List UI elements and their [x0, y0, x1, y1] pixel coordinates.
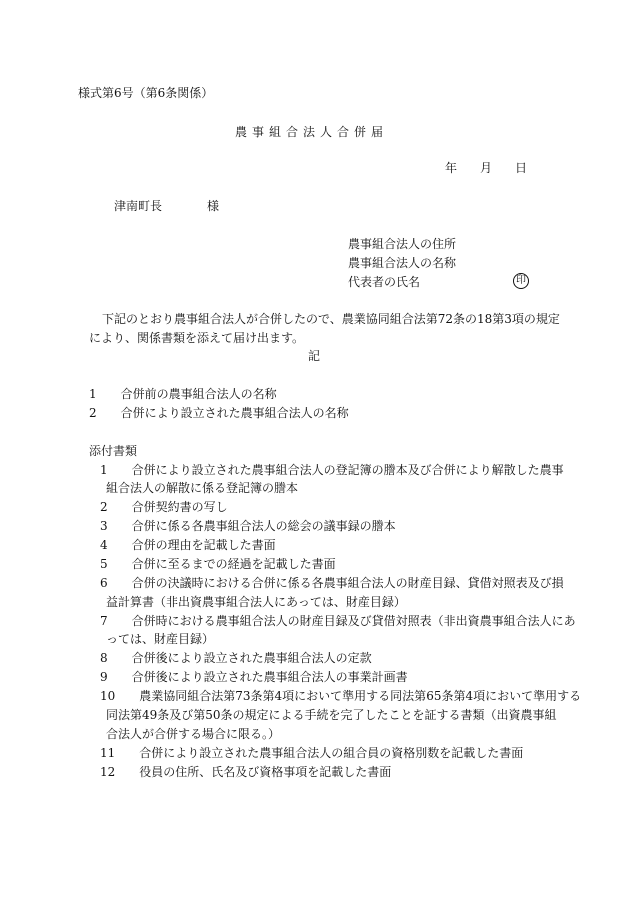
attachment-number: 2: [100, 500, 108, 514]
item-1: [89, 386, 277, 402]
body-text-line-2: により、関係書類を添えて届け出ます。: [89, 331, 305, 345]
attachment-number: 6: [100, 576, 108, 590]
attachment-number: 1: [100, 463, 108, 477]
item-text: 合併前の農事組合法人の名称: [120, 387, 277, 401]
item-text: 合併により設立された農事組合法人の名称: [120, 406, 349, 420]
item-number: 1: [89, 387, 97, 401]
item-2: [89, 405, 349, 421]
attachment-number: 11: [100, 746, 116, 760]
item-number: 2: [89, 406, 97, 420]
attachment-item-5: [100, 556, 336, 572]
attachment-item-1-cont: 組合法人の解散に係る登記簿の謄本: [106, 481, 299, 495]
attachment-item-10: [100, 688, 581, 704]
attachment-text: 農業協同組合法第73条第4項において準用する同法第65条第4項において準用する: [139, 689, 582, 703]
attachment-number: 12: [100, 765, 116, 779]
attachment-item-6-cont: 益計算書（非出資農事組合法人にあっては、財産目録）: [106, 595, 406, 609]
addressee-honorific: 様: [207, 199, 220, 213]
attachment-item-3: [100, 518, 396, 534]
attachment-item-9: [100, 669, 408, 685]
attachment-number: 3: [100, 519, 108, 533]
attachment-item-6: [100, 575, 564, 591]
attachment-item-4: [100, 537, 276, 553]
document-title: 農事組合法人合併届: [235, 125, 389, 139]
applicant-address-label: 農事組合法人の住所: [348, 237, 457, 251]
date-year: 年: [445, 161, 458, 175]
seal-mark: 印: [513, 273, 529, 289]
attachment-number: 7: [100, 614, 108, 628]
attachment-text: 合併の決議時における合併に係る各農事組合法人の財産目録、貸借対照表及び損: [131, 576, 564, 590]
date-month: 月: [480, 161, 493, 175]
attachment-text: 合併後により設立された農事組合法人の定款: [131, 651, 372, 665]
addressee-name: 津南町長: [114, 199, 163, 213]
attachment-text: 合併により設立された農事組合法人の登記簿の謄本及び合併により解散した農事: [131, 463, 564, 477]
attachments-heading: 添付書類: [89, 444, 138, 458]
attachment-item-7: [100, 613, 576, 629]
attachment-text: 合併後により設立された農事組合法人の事業計画書: [131, 670, 408, 684]
attachment-number: 10: [100, 689, 116, 703]
attachment-text: 役員の住所、氏名及び資格事項を記載した書面: [139, 765, 392, 779]
attachment-number: 5: [100, 557, 108, 571]
attachment-text: 合併に至るまでの経過を記載した書面: [131, 557, 336, 571]
attachment-item-10-cont-1: 同法第49条及び第50条の規定による手続を完了したことを証する書類（出資農事組: [106, 708, 557, 722]
form-number: 様式第6号（第6条関係）: [78, 86, 214, 100]
attachment-number: 4: [100, 538, 108, 552]
attachment-item-7-cont: っては、財産目録）: [106, 632, 215, 646]
attachment-text: 合併により設立された農事組合法人の組合員の資格別数を記載した書面: [139, 746, 524, 760]
attachment-text: 合併時における農事組合法人の財産目録及び貸借対照表（非出資農事組合法人にあ: [131, 614, 576, 628]
attachment-text: 合併契約書の写し: [131, 500, 228, 514]
date-day: 日: [515, 161, 528, 175]
attachment-item-8: [100, 650, 372, 666]
attachment-item-2: [100, 499, 228, 515]
representative-name-label: 代表者の氏名: [348, 275, 421, 289]
attachment-item-1: [100, 462, 564, 478]
attachment-item-11: [100, 745, 523, 761]
applicant-name-label: 農事組合法人の名称: [348, 256, 457, 270]
attachment-text: 合併に係る各農事組合法人の総会の議事録の謄本: [131, 519, 396, 533]
attachment-item-12: [100, 764, 391, 780]
attachment-text: 合併の理由を記載した書面: [131, 538, 276, 552]
attachment-number: 8: [100, 651, 108, 665]
body-text-line-1: 下記のとおり農事組合法人が合併したので、農業協同組合法第72条の18第3項の規定: [102, 312, 560, 326]
attachment-number: 9: [100, 670, 108, 684]
attachment-item-10-cont-2: 合法人が合併する場合に限る。）: [106, 727, 281, 741]
ki-marker: 記: [308, 349, 321, 363]
